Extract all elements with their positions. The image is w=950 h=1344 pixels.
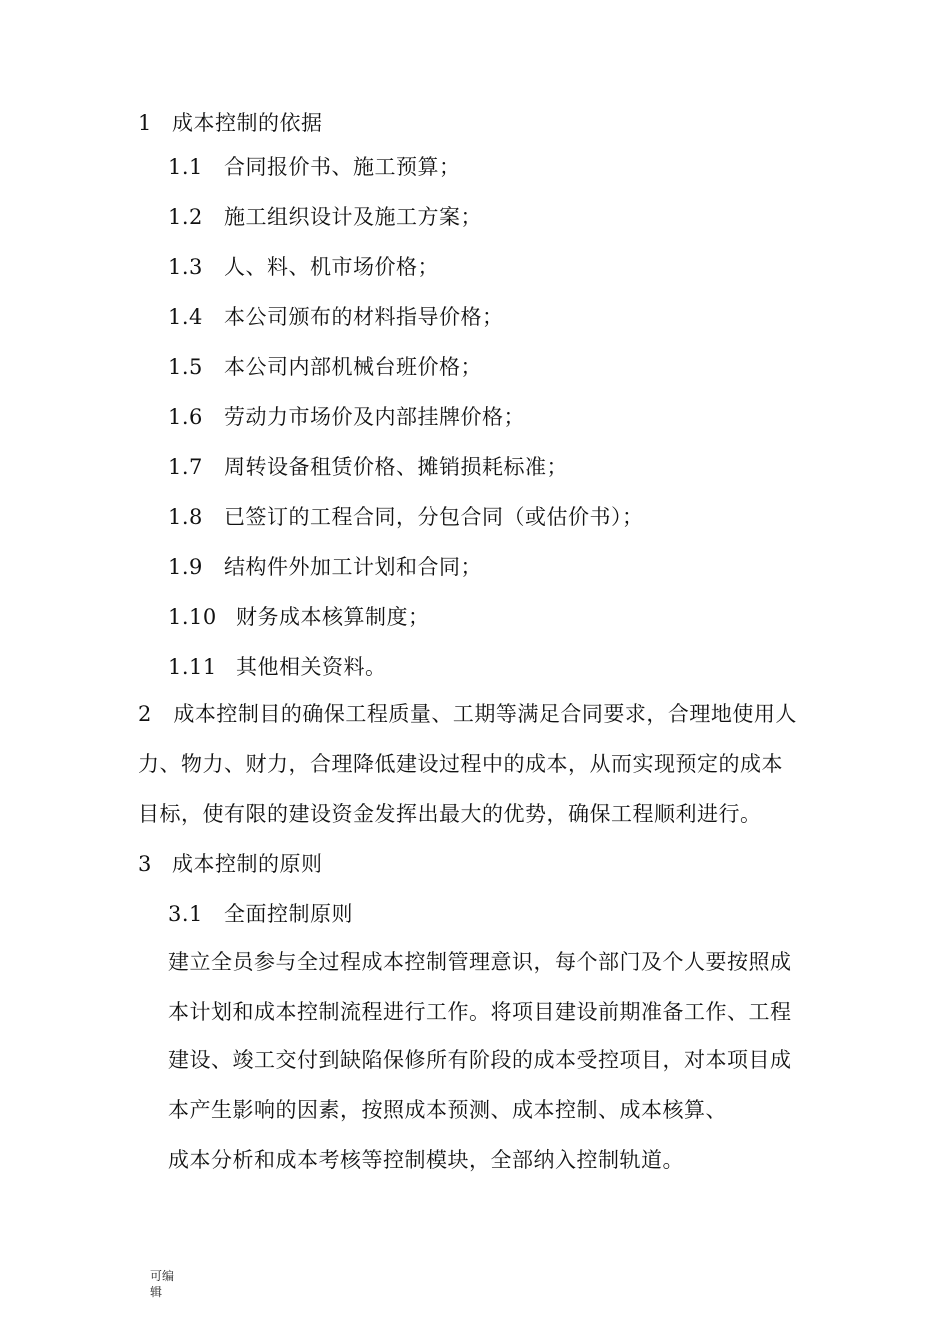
section-3-heading — [138, 850, 323, 878]
item-text: 本公司内部机械台班价格； — [224, 355, 482, 379]
list-item — [168, 403, 525, 431]
section-number: 1 — [138, 111, 152, 135]
item-number: 1.10 — [168, 605, 217, 629]
footer-line: 辑 — [150, 1285, 163, 1299]
item-number: 1.6 — [168, 405, 203, 429]
list-item — [168, 253, 439, 281]
item-number: 1.1 — [168, 155, 203, 179]
item-number: 1.3 — [168, 255, 203, 279]
item-number: 1.8 — [168, 505, 203, 529]
list-item — [168, 453, 568, 481]
paragraph-line: 本计划和成本控制流程进行工作。将项目建设前期准备工作、工程 — [168, 1000, 792, 1024]
subsection-title: 全面控制原则 — [224, 902, 353, 926]
list-item — [168, 303, 504, 331]
item-number: 1.4 — [168, 305, 203, 329]
item-text: 劳动力市场价及内部挂牌价格； — [224, 405, 525, 429]
section-number: 3 — [138, 852, 152, 876]
section-title: 成本控制的原则 — [172, 852, 323, 876]
list-item — [168, 553, 482, 581]
item-text: 本公司颁布的材料指导价格； — [224, 305, 504, 329]
item-text: 结构件外加工计划和合同； — [224, 555, 482, 579]
paragraph-line: 本产生影响的因素，按照成本预测、成本控制、成本核算、 — [168, 1098, 727, 1122]
item-number: 1.11 — [168, 655, 217, 679]
list-item — [168, 353, 482, 381]
section-2-line: 目标，使有限的建设资金发挥出最大的优势，确保工程顺利进行。 — [138, 802, 762, 826]
item-text: 其他相关资料。 — [236, 655, 387, 679]
subsection-number: 3.1 — [168, 902, 203, 926]
list-item — [168, 503, 644, 531]
paragraph-line: 建立全员参与全过程成本控制管理意识，每个部门及个人要按照成 — [168, 950, 792, 974]
section-title: 成本控制的依据 — [172, 111, 323, 135]
page-footer — [150, 1268, 190, 1300]
item-text: 已签订的工程合同，分包合同（或估价书）； — [224, 505, 644, 529]
paragraph-line: 建设、竣工交付到缺陷保修所有阶段的成本受控项目，对本项目成 — [168, 1048, 792, 1072]
footer-line: 可编 — [150, 1269, 175, 1283]
item-number: 1.5 — [168, 355, 203, 379]
item-text: 施工组织设计及施工方案； — [224, 205, 482, 229]
list-item — [168, 653, 387, 681]
subsection-heading — [168, 900, 353, 928]
item-number: 1.9 — [168, 555, 203, 579]
list-item — [168, 603, 430, 631]
item-text: 人、料、机市场价格； — [224, 255, 439, 279]
paragraph-line: 成本分析和成本考核等控制模块，全部纳入控制轨道。 — [168, 1148, 684, 1172]
section-2-line: 2 成本控制目的确保工程质量、工期等满足合同要求，合理地使用人 — [138, 702, 797, 726]
item-number: 1.2 — [168, 205, 203, 229]
section-1-heading — [138, 109, 323, 137]
section-2-line: 力、物力、财力，合理降低建设过程中的成本，从而实现预定的成本 — [138, 752, 783, 776]
list-item — [168, 203, 482, 231]
item-number: 1.7 — [168, 455, 203, 479]
item-text: 周转设备租赁价格、摊销损耗标准； — [224, 455, 568, 479]
item-text: 合同报价书、施工预算； — [224, 155, 461, 179]
list-item — [168, 153, 461, 181]
item-text: 财务成本核算制度； — [236, 605, 430, 629]
